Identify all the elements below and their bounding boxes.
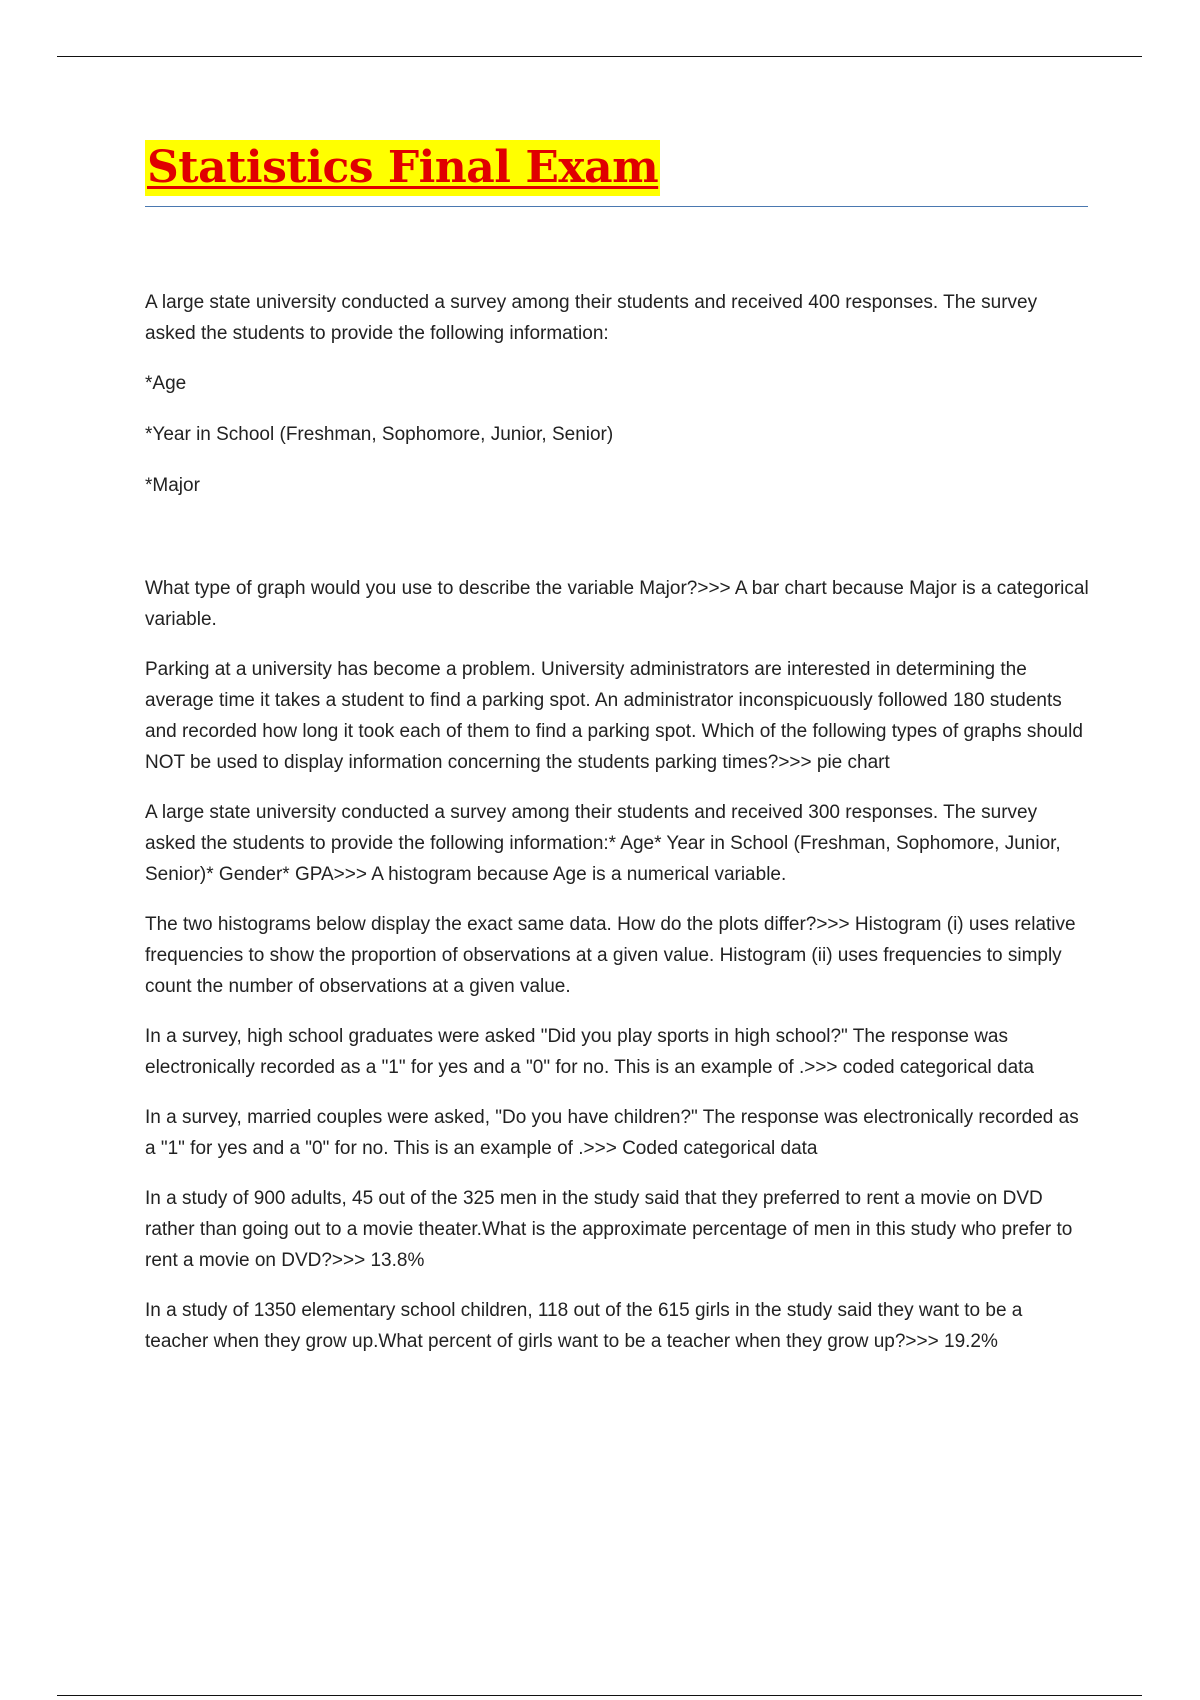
question-paragraph: A large state university conducted a survey among their students and received 300 responses. The survey asked the students to provide the following information:* Age* Year in School (Freshman, Sophomore, Junior, Senior)* Gender* GPA>>> A histogram because Age is a numerical variable.	[145, 802, 1061, 885]
page-bottom-rule	[57, 1695, 1142, 1696]
list-item: *Major	[145, 475, 200, 496]
section-gap	[145, 521, 1090, 573]
document-page	[145, 140, 1090, 1376]
document-content	[145, 287, 1090, 1357]
question-paragraph: In a study of 900 adults, 45 out of the 325 men in the study said that they preferred to rent a movie on DVD rather than going out to a movie theater.What is the approximate percentage of men in this study who prefer to rent a movie on DVD?>>> 13.8%	[145, 1188, 1073, 1271]
question-paragraph: In a study of 1350 elementary school children, 118 out of the 615 girls in the study said they want to be a teacher when they grow up.What percent of girls want to be a teacher when they grow up?>>> 19.2%	[145, 1300, 1023, 1352]
question-paragraph: In a survey, high school graduates were asked "Did you play sports in high school?" The response was electronically recorded as a "1" for yes and a "0" for no. This is an example of .>>> coded categorical data	[145, 1026, 1034, 1078]
question-paragraph: What type of graph would you use to describe the variable Major?>>> A bar chart because Major is a categorical variable.	[145, 578, 1089, 630]
survey-fields-list	[145, 368, 1090, 501]
question-paragraph: The two histograms below display the exact same data. How do the plots differ?>>> Histogram (i) uses relative frequencies to show the proportion of observations at a given value. Histogram (ii) uses frequencies to simply count the number of observations at a given value.	[145, 914, 1076, 997]
document-title: Statistics Final Exam	[145, 140, 660, 196]
list-item: *Year in School (Freshman, Sophomore, Junior, Senior)	[145, 424, 614, 445]
page-top-rule	[57, 56, 1142, 57]
question-paragraph: Parking at a university has become a problem. University administrators are interested in determining the average time it takes a student to find a parking spot. An administrator inconspicuously followed 180 students and recorded how long it took each of them to find a parking spot. Which of the following types of graphs should NOT be used to display information concerning the students parking times?>>> pie chart	[145, 659, 1083, 773]
list-item: *Age	[145, 373, 187, 394]
intro-paragraph: A large state university conducted a survey among their students and received 400 responses. The survey asked the students to provide the following information:	[145, 292, 1038, 344]
question-paragraph: In a survey, married couples were asked, "Do you have children?" The response was electronically recorded as a "1" for yes and a "0" for no. This is an example of .>>> Coded categorical data	[145, 1107, 1079, 1159]
title-block	[145, 140, 1088, 207]
